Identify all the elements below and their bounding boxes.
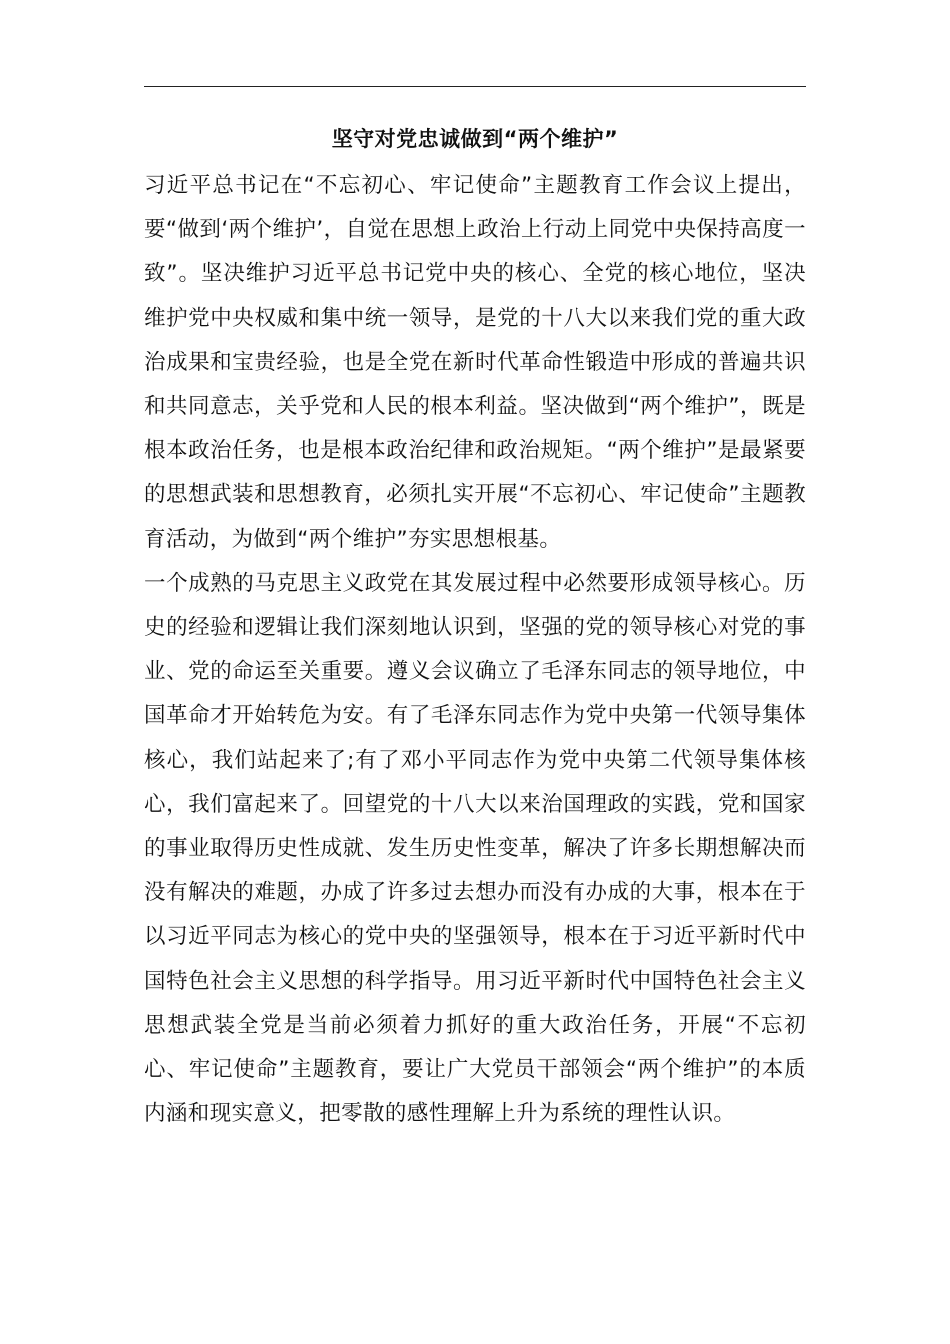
paragraph-2: 一个成熟的马克思主义政党在其发展过程中必然要形成领导核心。历史的经验和逻辑让我们深刻地认识到，坚强的党的领导核心对党的事业、党的命运至关重要。遵义会议确立了毛泽东同志的领导地位，中国革命才开始转危为安。有了毛泽东同志作为党中央第一代领导集体核心，我们站起来了;有了邓小平同志作为党中央第二代领导集体核心，我们富起来了。回望党的十八大以来治国理政的实践，党和国家的事业取得历史性成就、发生历史性变革，解决了许多长期想解决而没有解决的难题，办成了许多过去想办而没有办成的大事，根本在于以习近平同志为核心的党中央的坚强领导，根本在于习近平新时代中国特色社会主义思想的科学指导。用习近平新时代中国特色社会主义思想武装全党是当前必须着力抓好的重大政治任务，开展“不忘初心、牢记使命”主题教育，要让广大党员干部领会“两个维护”的本质内涵和现实意义，把零散的感性理解上升为系统的理性认识。 [144,570,806,1127]
header-rule [144,86,806,87]
document-body [144,164,806,1136]
paragraph-1: 习近平总书记在“不忘初心、牢记使命”主题教育工作会议上提出，要“做到‘两个维护’，自觉在思想上政治上行动上同党中央保持高度一致”。坚决维护习近平总书记党中央的核心、全党的核心地位，坚决维护党中央权威和集中统一领导，是党的十八大以来我们党的重大政治成果和宝贵经验，也是全党在新时代革命性锻造中形成的普遍共识和共同意志，关乎党和人民的根本利益。坚决做到“两个维护”，既是根本政治任务，也是根本政治纪律和政治规矩。“两个维护”是最紧要的思想武装和思想教育，必须扎实开展“不忘初心、牢记使命”主题教育活动，为做到“两个维护”夯实思想根基。 [144,173,806,552]
document-title: 坚守对党忠诚做到“两个维护” [331,127,619,151]
